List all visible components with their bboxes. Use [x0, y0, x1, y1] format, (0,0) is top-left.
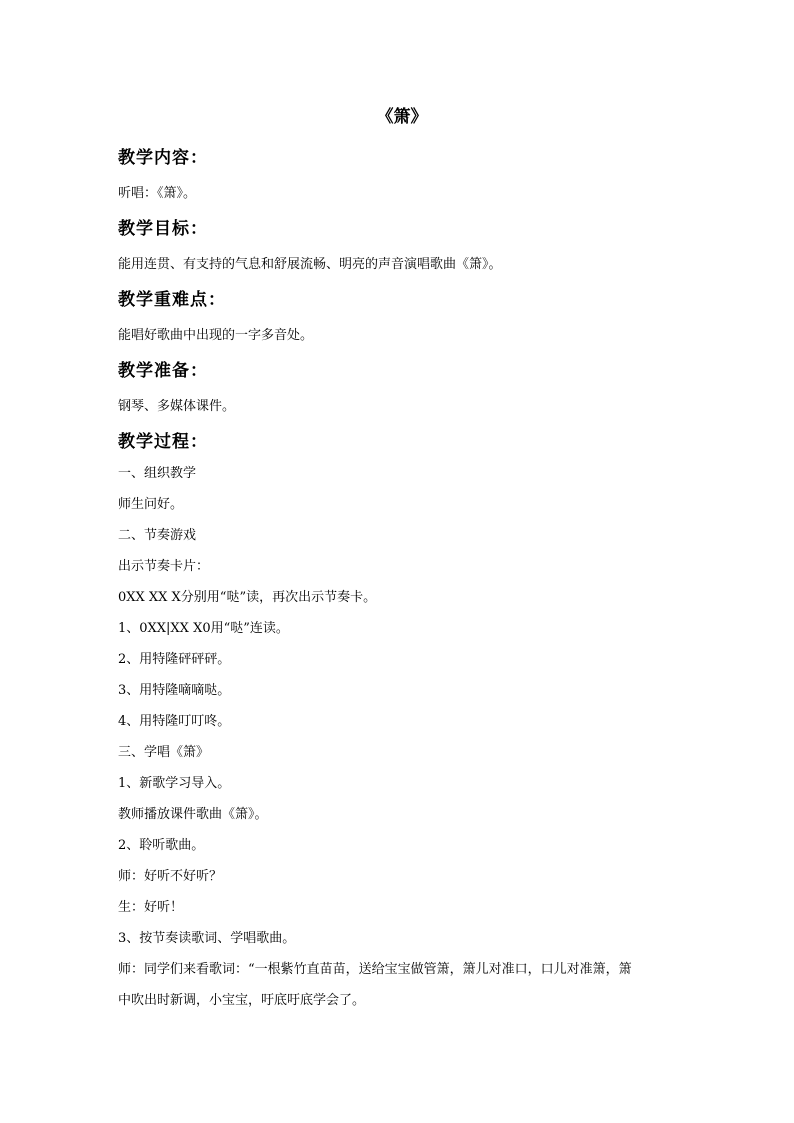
paragraph: 出示节奏卡片： — [118, 559, 210, 574]
paragraph: 听唱：《箫》。 — [118, 186, 197, 201]
paragraph: 师生问好。 — [118, 497, 184, 512]
paragraph: 钢琴、多媒体课件。 — [118, 399, 236, 414]
paragraph: 师：同学们来看歌词：“一根紫竹直苗苗，送给宝宝做管箫，箫儿对准口，口儿对准箫，箫 — [118, 962, 632, 977]
paragraph: 1、0XX|XX X0用“哒”连读。 — [118, 621, 289, 636]
paragraph: 一、组织教学 — [118, 466, 197, 481]
paragraph: 教师播放课件歌曲《箫》。 — [118, 807, 268, 822]
paragraph: 3、按节奏读歌词、学唱歌曲。 — [118, 931, 296, 946]
section-heading-key-points: 教学重难点： — [118, 290, 226, 310]
paragraph: 师：好听不好听？ — [118, 869, 223, 884]
section-heading-process: 教学过程： — [118, 432, 208, 452]
document-title: 《箫》 — [376, 107, 428, 127]
paragraph: 0XX XX X分别用“哒”读，再次出示节奏卡。 — [118, 590, 377, 605]
paragraph: 能用连贯、有支持的气息和舒展流畅、明亮的声音演唱歌曲《箫》。 — [118, 257, 502, 272]
paragraph: 三、学唱《箫》 — [118, 745, 210, 760]
paragraph: 4、用特隆叮叮咚。 — [118, 714, 231, 729]
paragraph: 2、聆听歌曲。 — [118, 838, 205, 853]
paragraph: 2、用特隆砰砰砰。 — [118, 652, 231, 667]
section-heading-content: 教学内容： — [118, 148, 208, 168]
paragraph: 能唱好歌曲中出现的一字多音处。 — [118, 328, 314, 343]
paragraph: 中吹出时新调，小宝宝，吁底吁底学会了。 — [118, 993, 366, 1008]
section-heading-goals: 教学目标： — [118, 219, 208, 239]
paragraph: 生：好听！ — [118, 900, 184, 915]
paragraph: 1、新歌学习导入。 — [118, 776, 231, 791]
paragraph: 3、用特隆嘀嘀哒。 — [118, 683, 231, 698]
paragraph: 二、节奏游戏 — [118, 528, 197, 543]
document-page — [118, 102, 686, 1016]
section-heading-preparation: 教学准备： — [118, 361, 208, 381]
